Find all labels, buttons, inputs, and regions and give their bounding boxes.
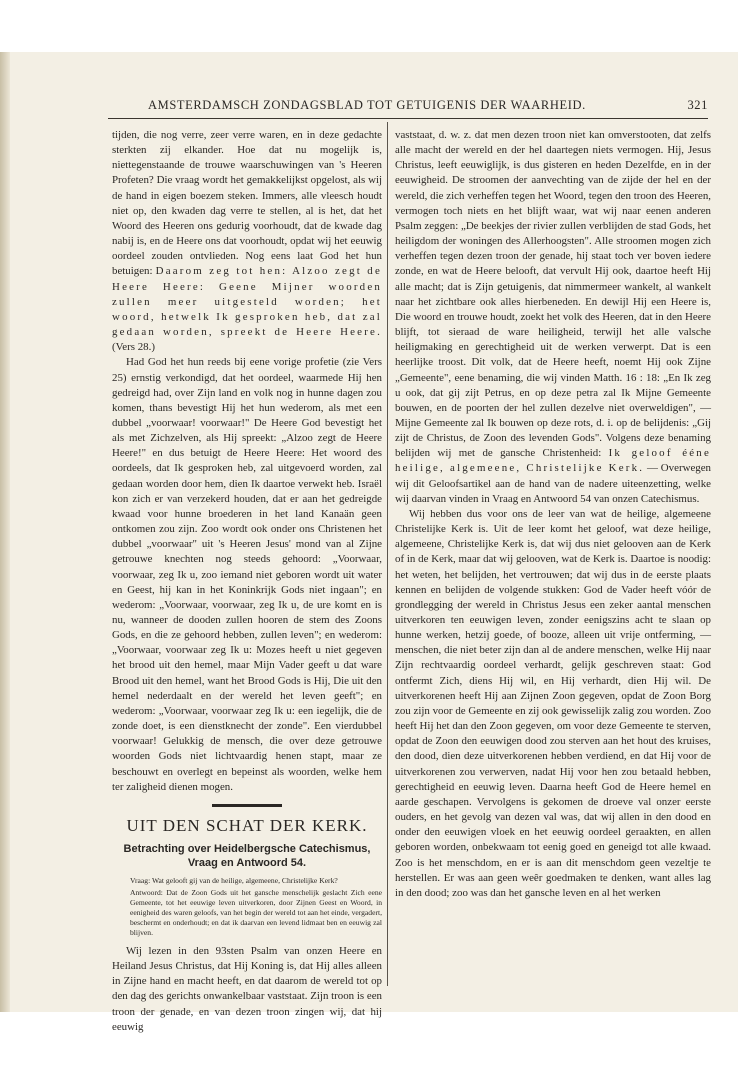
spaced-creed: Ik geloof ééne heilige, algemeene, Christelijke Kerk. [395, 447, 711, 475]
left-column [112, 128, 382, 1035]
running-header [108, 96, 708, 114]
paragraph: Had God het hun reeds bij eene vorige profetie (zie Vers 25) ernstig verkondigd, dat het oordeel, waarmede Hij hen gedreigd had, over Zijn land en volk nog in hunne dagen zou komen, thans bevestigt Hij het hun wederom, als met een dubbel „voorwaar! voorwaar!" De Heere God bevestigt het als met Zichzelven, als Hij spreekt: „Alzoo zegt de Heere Heere!" en dus betuigt de Heere Heere: Het woord des oordeels, dat Ik gesproken heb, zal uitgevoerd worden, zal gedaan worden door hem, dien Ik daartoe verwekt heb. Israël kon zich er van verzekerd houden, dat er aan het gedreigde kwaad voor hunne broederen in het land Kanaän geen ontkomen zou zijn. Zoo wordt ook onder ons Christenen het dubbel „voorwaar" uit 's Heeren Jesus' mond van al Zijne getrouwe knechten nog steeds gehoord: „Voorwaar, voorwaar, zeg Ik u, zoo iemand niet geboren wordt uit water en Geest, hij kan in het Koninkrijk Gods niet ingaan"; en wederom: „Voorwaar, voorwaar, zeg Ik u, de ure komt en is nu, wanneer de dooden zullen hooren de stem des Zoons Gods, en die ze gehoord hebben, zullen leven"; en wederom: „Voorwaar, voorwaar zeg Ik u: Mozes heeft u niet gegeven het brood uit den hemel, maar Mijn Vader geeft u dat ware Brood uit den hemel, want het Brood Gods is Hij, Die uit den hemel nederdaalt en der wereld het leven geeft"; en wederom: „Voorwaar, voorwaar zeg Ik u: een iegelijk, die de zonde doet, is een dienstknecht der zonde". Een vierdubbel voorwaar! Gelukkig de mensch, die over deze getrouwe woorden Gods niet lichtvaardig henen stapt, maar ze beschouwt en overlegt en bepeinst als woorden, welke hem ter zaligheid dienen mogen. [112, 356, 382, 793]
section-subtitle-2: Vraag en Antwoord 54. [187, 856, 307, 869]
paragraph-continued: vaststaat, d. w. z. dat men dezen troon niet kan omverstooten, dat zelfs alle macht der wereld en der hel daartegen niets vermogen. Hij, Jesus Christus, leeft eeuwiglijk, is dus gisteren en heden Dezelfde, en in der eeuwigheid. De stroomen der aanvechting van de zijde der hel en der wereld, die zich verheffen tegen het Woord, tegen den troon des Heeren, vermogen toch niets en het blijft waar, wat wij naar eenen anderen Psalm zeggen: „De beekjes der rivier zullen verblijden de stad Gods, het heiligdom der woningen des Allerhoogsten". Alle stroomen mogen zich verheffen tegen dezen troon der genade, hij staat toch ver boven iedere zonde, en wat de Heere belooft, dat vervult Hij ook, daartoe heeft Hij alle macht; dat is Zijn getuigenis, dat nimmermeer wankelt, al wankelt naar het zichtbare ook alles hierbeneden. En dewijl Hij een Heere is, Die woord en trouwe houdt, zoekt het volk des Heeren, dat in den Heere blijft, tot sieraad de ware heiligheid, terwijl het alle valsche heiligmaking en gerechtigheid uit de werken verwerpt. Dat is een heerlijke troost. Dit volk, dat de Heere heeft, noemt Hij ook Zijne „Gemeente", eene benaming, die wij vinden Matth. 16 : 18: „En Ik zeg u ook, dat gij zijt Petrus, en op deze petra zal Ik Mijne Gemeente bouwen, en de poorten der hel zullen dezelve niet overweldigen", — Mijne Gemeente zal Ik bouwen op deze rots, d. i. op de belijdenis: „Gij zijt de Christus, de Zoon des levenden Gods". Volgens deze benaming belijden wij met de gansche Christenheid: Ik geloof ééne heilige, algemeene, Christelijke Kerk. — Overwegen wij dit Geloofsartikel aan de hand van de nadere uiteenzetting, welke wij daarvan vinden in Vraag en Antwoord 54 van onzen Catechismus. [395, 129, 712, 505]
catechism-question: Vraag: Wat gelooft gij van de heilige, algemeene, Christelijke Kerk? [130, 875, 338, 885]
paragraph: Wij hebben dus voor ons de leer van wat de heilige, algemeene Christelijke Kerk is. Uit de leer komt het geloof, wat deze heilige, algemeene, Christelijke Kerk is, dat wij dus niet gelooven aan de Kerk of in de Kerk, maar dat wij gelooven, wat de Kerk is. Daartoe is noodig: het weten, het belijden, het vertrouwen; dat wij dus in de eerste plaats kennen en belijden de volgende stukken: God de Vader heeft vóór de grondlegging der wereld in Christus Jesus een zeker aantal menschen uitverkoren ten eeuwigen leven, zonder eenigszins acht te slaan op hunne werken, hetzij goede, of booze, alleen uit vrije ontferming, — menschen, die niet beter zijn dan al de andere menschen, welke Hij naar Zijn rechtvaardig oordeel verhardt, gelijk geschreven staat: God ontfermt Zich, diens Hij wil, en Hij verhardt, dien Hij wil. De uitverkorenen heeft Hij aan Zijnen Zoon gegeven, opdat de Zoon Borg zou zijn voor de Gemeente en zij ook gewisselijk zalig zou worden. Zoo heeft Hij het dan den Zoon gegeven, om voor deze Gemeente te sterven, opdat de Zoon den eeuwigen dood zou sterven aan het hout des kruises, den dood, dien deze uitverkorenen hebben verdiend, en dat Hij voor de uitverkorenen zou verwerven, nadat Hij voor hen zou betaald hebben, gerechtigheid en eeuwig leven. Daarna heeft God de Heere hemel en aarde geschapen. Vervolgens is gekomen de droeve val onzer eerste ouders, en het gevolg van dezen val was, dat wij allen in den dood en onder den eeuwigen vloek en het eeuwig oordeel geraakten, en allen geboren worden, onbekwaam tot eenig goed en geneigd tot alle kwaad. Zoo is het menschdom, en er is aan dit menschdom geen vezeltje te herstellen. Er was aan geen weêr goedmaken te denken, want alles lag in den dood; zoo was dan het gansche leven en al het werken [395, 507, 711, 899]
spaced-quotation: Daarom zeg tot hen: Alzoo zegt de Heere Heere: Geene Mijner woorden zullen meer uitgesteld worden; het woord, hetwelk Ik gesproken heb, dat zal gedaan worden, spreekt de Heere Heere. [112, 265, 382, 339]
section-subtitle: Betrachting over Heidelbergsche Catechismus, [123, 842, 371, 855]
section-title: UIT DEN SCHAT DER KERK. [126, 815, 368, 835]
page-spine [0, 52, 10, 1012]
page-number: 321 [687, 98, 708, 112]
section-separator [212, 804, 282, 807]
newspaper-title: AMSTERDAMSCH ZONDAGSBLAD TOT GETUIGENIS DER WAARHEID. [148, 98, 586, 112]
right-column [395, 128, 711, 901]
catechism-answer: Antwoord: Dat de Zoon Gods uit het gansche menschelijk geslacht Zich eene Gemeente, tot het eeuwige leven uitverkoren, door Zijnen Geest en Woord, in eenigheid des waren geloofs, van het begin der wereld tot aan het einde, vergadert, beschermt en onderhoudt; en dat ik daarvan een levend lidmaat ben en eeuwig zal blijven. [130, 887, 382, 937]
column-divider [387, 122, 388, 986]
paragraph-continued: tijden, die nog verre, zeer verre waren, en in deze gedachte sterkten zij elkander. Hoe dat nu mogelijk is, niettegenstaande de trouwe waarschuwingen van 's Heeren Profeten? Die vraag wordt het gemakkelijkst opgelost, als wij de hand in eigen boezem steken. Immers, alle vleesch houdt niet op, den kwaden dag verre te stellen, al is het, dat het Woord des Heeren ons gedurig voorhoudt, dat de kwade dag nabij is, en de Heere ons dat voorhoudt, opdat wij het eeuwig oordeel zouden ontvlieden. Nog eens laat God het hun betuigen: Daarom zeg tot hen: Alzoo zegt de Heere Heere: Geene Mijner woorden zullen meer uitgesteld worden; het woord, hetwelk Ik gesproken heb, dat zal gedaan worden, spreekt de Heere Heere. (Vers 28.) [112, 129, 382, 354]
header-rule [108, 118, 708, 119]
newspaper-page [0, 52, 738, 1033]
paragraph: Wij lezen in den 93sten Psalm van onzen Heere en Heiland Jesus Christus, dat Hij Koning is, dat Hij alles alleen in Zijne hand en macht heeft, en dat daarom de wereld tot op den dag des gerichts onwankelbaar vaststaat. Zijn troon is een troon der genade, en van dezen troon zingen wij, dat hij eeuwig [112, 944, 382, 1033]
